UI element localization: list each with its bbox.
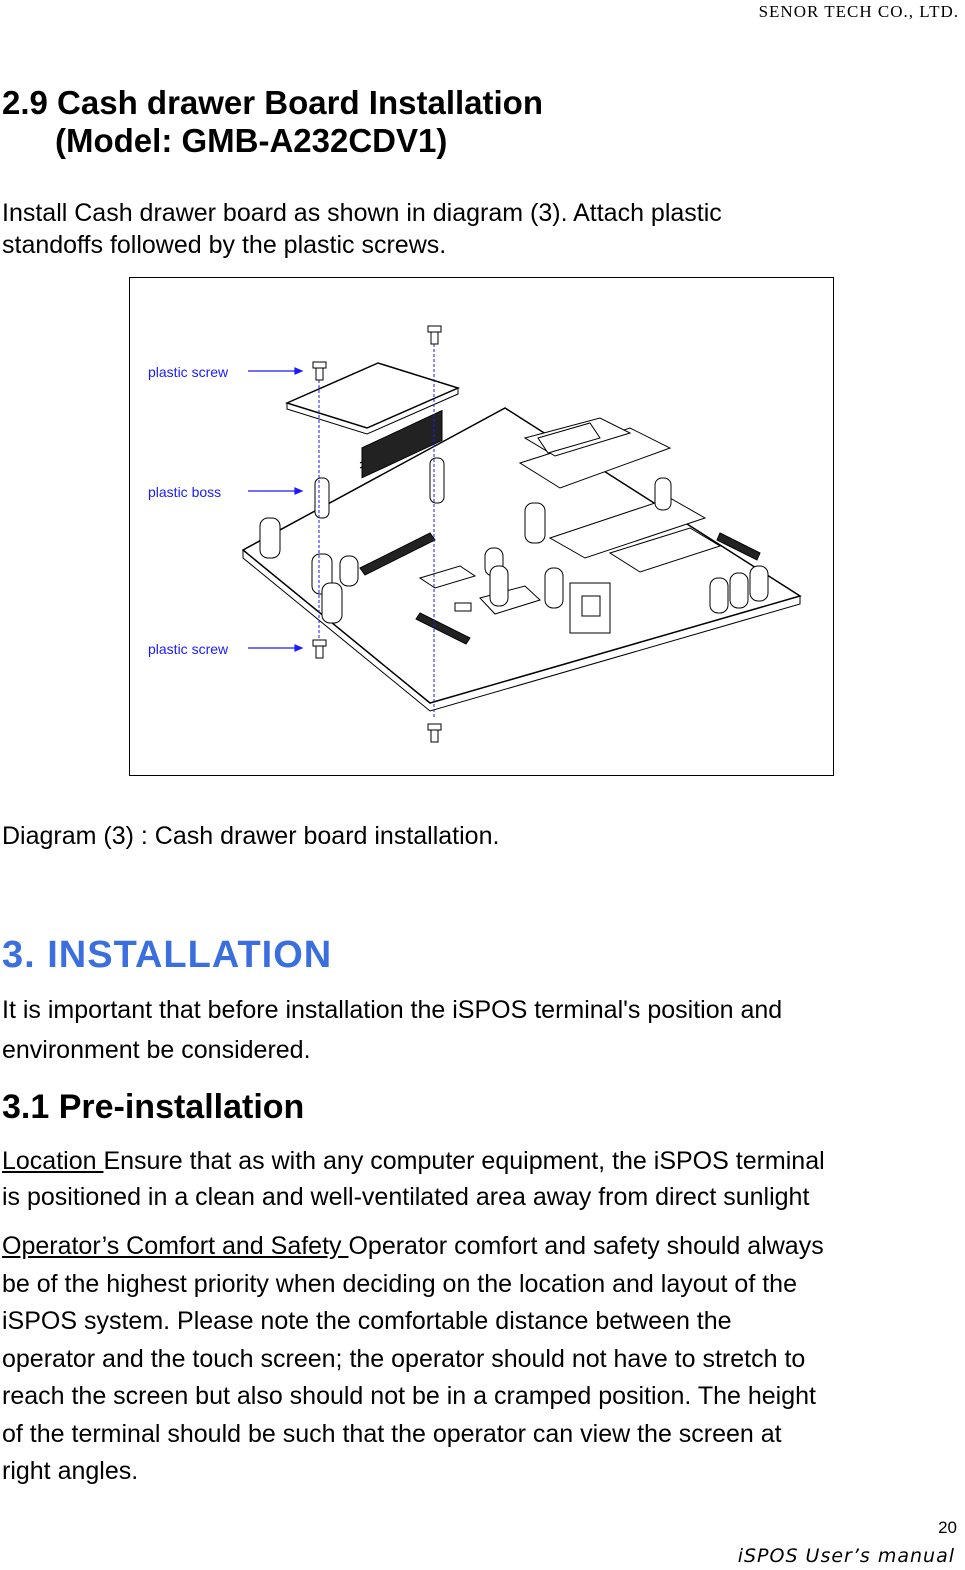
location-text-1: Ensure that as with any computer equipment, the iSPOS terminal [103,1147,825,1175]
comfort-text-1: Operator comfort and safety should always [348,1232,824,1260]
install-instruction-line-1: Install Cash drawer board as shown in diagram (3). Attach plastic [2,199,722,227]
section-3-1-title: 3.1 Pre-installation [2,1088,305,1126]
comfort-paragraph-line-4: operator and the touch screen; the operator should not have to stretch to [2,1345,806,1373]
manual-title: iSPOS User’s manual [737,1545,955,1567]
diagram-caption: Diagram (3) : Cash drawer board installation. [2,822,500,850]
comfort-paragraph-line-3: iSPOS system. Please note the comfortable distance between the [2,1307,732,1335]
comfort-paragraph-line-2: be of the highest priority when deciding on the location and layout of the [2,1270,797,1298]
location-paragraph-line-2: is positioned in a clean and well-ventilated area away from direct sunlight [2,1183,810,1211]
install-instruction-line-2: standoffs followed by the plastic screws. [2,231,447,259]
comfort-paragraph-line-6: of the terminal should be such that the operator can view the screen at [2,1420,782,1448]
location-paragraph-line-1 [2,1145,825,1178]
installation-intro-line-1: It is important that before installation the iSPOS terminal's position and [2,996,783,1024]
comfort-label: Operator’s Comfort and Safety [2,1232,349,1260]
location-label: Location [2,1147,104,1175]
section-2-9-title [2,84,543,160]
page-number: 20 [938,1518,957,1537]
label-plastic-screw-top: plastic screw [148,364,229,380]
section-3-title: 3. INSTALLATION [2,934,333,976]
comfort-paragraph-line-1 [2,1230,824,1263]
comfort-paragraph-line-5: reach the screen but also should not be in a cramped position. The height [2,1382,816,1410]
cash-drawer-diagram [129,277,834,776]
company-header: SENOR TECH CO., LTD. [758,2,959,21]
title-line-2: (Model: GMB-A232CDV1) [55,122,448,159]
label-plastic-boss: plastic boss [148,484,222,500]
title-line-1: 2.9 Cash drawer Board Installation [2,84,543,121]
installation-intro-line-2: environment be considered. [2,1036,311,1064]
board-illustration [130,278,835,777]
comfort-paragraph-line-7: right angles. [2,1457,139,1485]
label-plastic-screw-bottom: plastic screw [148,641,229,657]
